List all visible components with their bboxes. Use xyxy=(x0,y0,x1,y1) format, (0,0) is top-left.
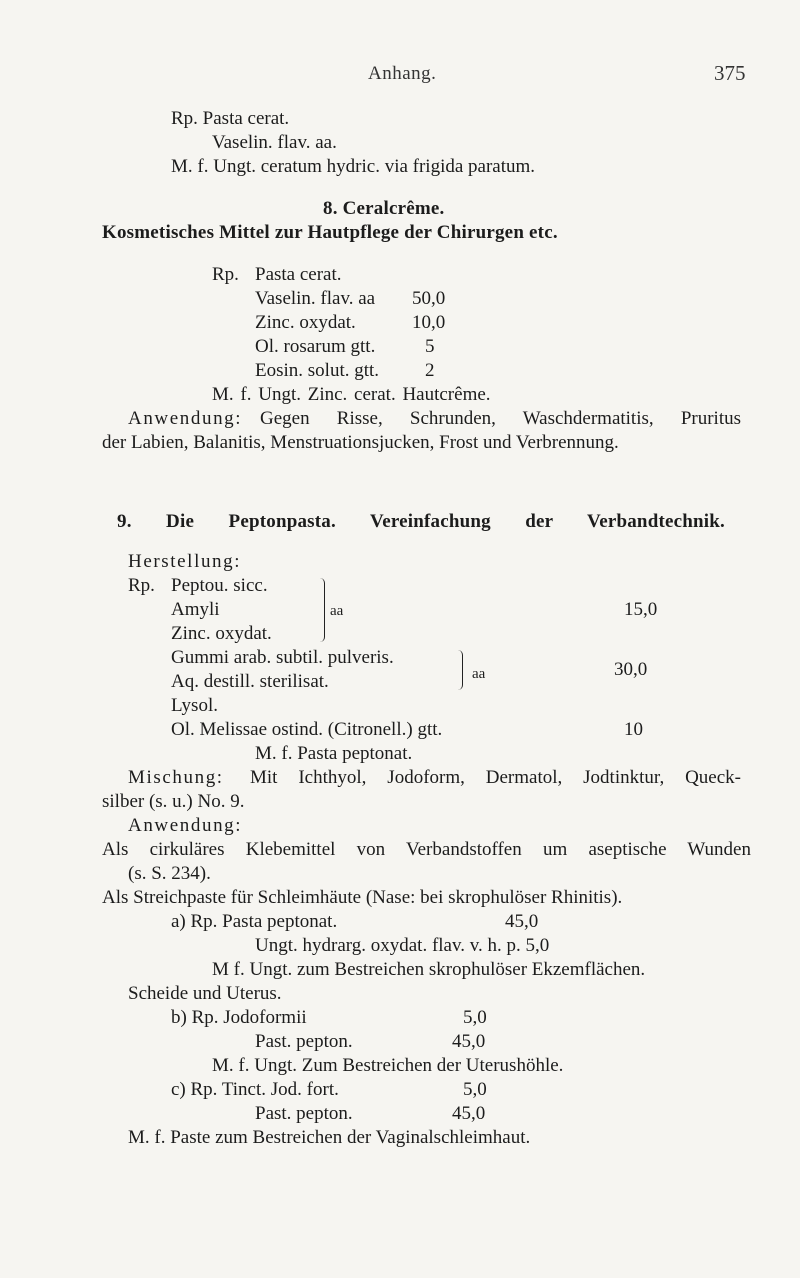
rp-label: Rp. xyxy=(128,575,155,596)
ingredient-name: Vaselin. flav. aa xyxy=(255,288,376,309)
ingredient-amount: 45,0 xyxy=(505,911,539,932)
page-number: 375 xyxy=(714,61,746,85)
mischung-text: silber (s. u.) No. 9. xyxy=(102,791,245,812)
usage-text: Als cirkuläres Klebemittel von Verbandstoffen um aseptische Wunden xyxy=(102,839,751,860)
mischung-label: Mischung: xyxy=(128,767,224,788)
rp-line: b) Rp. Jodoformii xyxy=(171,1007,307,1028)
ingredient-amount: 45,0 xyxy=(452,1031,486,1052)
aa-marker: aa xyxy=(472,666,486,682)
rp-line: c) Rp. Tinct. Jod. fort. xyxy=(171,1079,339,1100)
ingredient-amount: 5 xyxy=(425,336,435,357)
ingredient-name: Peptou. sicc. xyxy=(171,575,268,596)
rp-label: Rp. xyxy=(212,264,239,285)
ingredient-brace xyxy=(456,650,463,690)
ingredient-name: Pasta cerat. xyxy=(255,264,342,285)
usage-text: Gegen Risse, Schrunden, Waschdermatitis, Pruritus xyxy=(260,408,741,429)
usage-label: Anwendung: xyxy=(128,408,243,429)
preparation-line: M. f. Ungt. ceratum hydric. via frigida paratum. xyxy=(171,156,536,177)
usage-label: Anwendung: xyxy=(128,815,243,836)
ingredient-name: Ol. rosarum gtt. xyxy=(255,336,376,357)
aa-marker: aa xyxy=(330,603,344,619)
preparation-line: M. f. Ungt. Zinc. cerat. Hautcrême. xyxy=(212,384,491,405)
preparation-line: M. f. Pasta peptonat. xyxy=(255,743,413,764)
usage-text: (s. S. 234). xyxy=(128,863,211,884)
section-subheading: Kosmetisches Mittel zur Hautpflege der Chirurgen etc. xyxy=(102,222,558,243)
preparation-line: M f. Ungt. zum Bestreichen skrophulöser Ekzemflächen. xyxy=(212,959,646,980)
ingredient-line: Vaselin. flav. aa. xyxy=(212,132,337,153)
preparation-line: M. f. Ungt. Zum Bestreichen der Uterushöhle. xyxy=(212,1055,564,1076)
ingredient-amount: 30,0 xyxy=(614,659,648,680)
ingredient-amount: 10 xyxy=(624,719,643,740)
ingredient-name: Ol. Melissae ostind. (Citronell.) gtt. xyxy=(171,719,443,740)
ingredient-name: Past. pepton. xyxy=(255,1031,353,1052)
running-header-title: Anhang. xyxy=(368,63,437,84)
ingredient-brace xyxy=(318,578,325,642)
ingredient-name: Amyli xyxy=(171,599,220,620)
rp-line: Rp. Pasta cerat. xyxy=(171,108,290,129)
ingredient-amount: 50,0 xyxy=(412,288,446,309)
ingredient-amount: 2 xyxy=(425,360,435,381)
rp-line: a) Rp. Pasta peptonat. xyxy=(171,911,338,932)
herstellung-label: Herstellung: xyxy=(128,551,242,572)
ingredient-amount: 15,0 xyxy=(624,599,658,620)
ingredient-name: Lysol. xyxy=(171,695,218,716)
ingredient-name: Zinc. oxydat. xyxy=(171,623,272,644)
preparation-line: M. f. Paste zum Bestreichen der Vaginalschleimhaut. xyxy=(128,1127,531,1148)
ingredient-amount: 5,0 xyxy=(463,1007,487,1028)
ingredient-name: Eosin. solut. gtt. xyxy=(255,360,380,381)
subsection-label: Scheide und Uterus. xyxy=(128,983,282,1004)
usage-text: Als Streichpaste für Schleimhäute (Nase: bei skrophulöser Rhinitis). xyxy=(102,887,623,908)
section-heading: 8. Ceralcrême. xyxy=(323,198,445,219)
ingredient-name: Gummi arab. subtil. pulveris. xyxy=(171,647,394,668)
ingredient-amount: 5,0 xyxy=(463,1079,487,1100)
ingredient-line: Ungt. hydrarg. oxydat. flav. v. h. p. 5,0 xyxy=(255,935,550,956)
ingredient-amount: 10,0 xyxy=(412,312,446,333)
ingredient-name: Zinc. oxydat. xyxy=(255,312,356,333)
usage-text: der Labien, Balanitis, Menstruationsjucken, Frost und Verbrennung. xyxy=(102,432,619,453)
mischung-text: Mit Ichthyol, Jodoform, Dermatol, Jodtinktur, Queck- xyxy=(250,767,741,788)
ingredient-name: Aq. destill. sterilisat. xyxy=(171,671,329,692)
ingredient-amount: 45,0 xyxy=(452,1103,486,1124)
ingredient-name: Past. pepton. xyxy=(255,1103,353,1124)
section-heading: 9. Die Peptonpasta. Vereinfachung der Verbandtechnik. xyxy=(117,511,725,532)
